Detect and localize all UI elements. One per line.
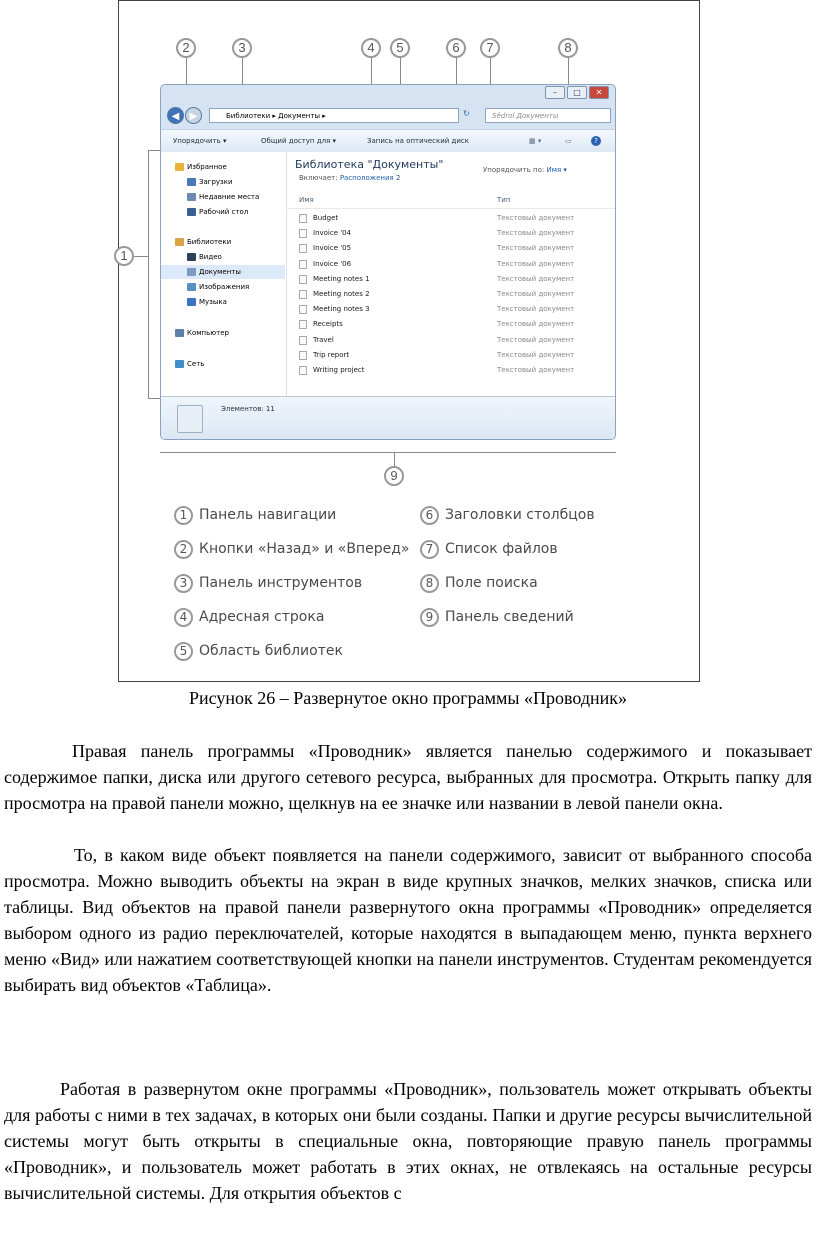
legend-number: 2 <box>174 540 193 559</box>
paragraph-3: Работая в развернутом окне программы «Проводник», пользователь может открывать объекты для работы с ними в тех задачах, в которых они были созданы. Папки и другие ресурсы вычислительной системы могут быть открыты в специальные окна, повторяющие правую панель программы «Проводник», и пользователь может работать в этих окнах, не отвлекаясь на остальные ресурсы вычислительной системы. Для открытия объектов с <box>4 1079 812 1203</box>
legend-text: Панель инструментов <box>199 575 363 591</box>
file-type: Текстовый документ <box>497 229 575 238</box>
address-row <box>165 105 613 127</box>
nav-item-label: Избранное <box>187 163 227 171</box>
file-name: Invoice '05 <box>313 244 352 253</box>
file-type: Текстовый документ <box>497 350 575 359</box>
close-button[interactable]: ✕ <box>589 86 609 99</box>
legend-number: 9 <box>420 608 439 627</box>
nav-item-label: Музыка <box>199 298 227 306</box>
nav-item[interactable] <box>161 250 285 264</box>
callout-5: 5 <box>390 38 410 58</box>
callout-2: 2 <box>176 38 196 58</box>
minimize-button[interactable]: – <box>545 86 565 99</box>
callout-line-9b <box>394 452 395 466</box>
folder-icon <box>187 208 196 216</box>
column-headers <box>287 192 615 209</box>
file-row[interactable] <box>287 287 615 302</box>
includes-label: Включает: <box>299 174 338 182</box>
nav-item[interactable] <box>161 326 285 340</box>
legend-text: Панель навигации <box>199 507 337 523</box>
legend-number: 4 <box>174 608 193 627</box>
callout-9: 9 <box>384 466 404 486</box>
legend-number: 8 <box>420 574 439 593</box>
file-name: Invoice '04 <box>313 229 352 238</box>
file-type: Текстовый документ <box>497 320 575 329</box>
nav-item-label: Загрузки <box>199 178 233 186</box>
maximize-button[interactable]: □ <box>567 86 587 99</box>
includes-link[interactable]: Расположения 2 <box>339 174 401 182</box>
column-header-name[interactable]: Имя <box>299 196 314 204</box>
legend-text: Адресная строка <box>199 609 325 625</box>
toolbar-share[interactable]: Общий доступ для ▾ <box>261 137 337 145</box>
refresh-icon[interactable]: ↻ <box>463 109 470 118</box>
column-header-type[interactable]: Тип <box>497 196 511 204</box>
folder-icon <box>187 298 196 306</box>
preview-pane-icon[interactable]: ▭ <box>565 137 572 145</box>
nav-item-label: Сеть <box>187 360 205 368</box>
legend-number: 5 <box>174 642 193 661</box>
file-type: Текстовый документ <box>497 305 575 314</box>
file-name: Meeting notes 2 <box>313 290 370 298</box>
legend-number: 6 <box>420 506 439 525</box>
file-type: Текстовый документ <box>497 259 575 268</box>
file-type: Текстовый документ <box>497 244 575 253</box>
file-row[interactable] <box>287 302 615 317</box>
content-pane <box>287 152 615 396</box>
file-row[interactable] <box>287 226 615 241</box>
callout-line-9a <box>160 452 616 453</box>
arrange-dropdown[interactable]: Имя ▾ <box>546 166 567 174</box>
text-file-icon <box>299 290 307 299</box>
nav-item[interactable] <box>161 175 285 189</box>
nav-item-label: Видео <box>199 253 222 261</box>
legend-item <box>420 538 558 560</box>
legend-number: 7 <box>420 540 439 559</box>
legend-item <box>174 504 336 526</box>
file-type: Текстовый документ <box>497 274 575 283</box>
text-file-icon <box>299 336 307 345</box>
back-button[interactable]: ◀ <box>167 107 184 124</box>
library-icon <box>177 405 203 433</box>
legend-text: Кнопки «Назад» и «Вперед» <box>199 541 410 557</box>
file-name: Meeting notes 3 <box>313 305 370 314</box>
callout-line-1a <box>134 256 148 257</box>
title-bar <box>161 85 615 101</box>
file-name: Budget <box>313 214 339 222</box>
toolbar <box>161 129 615 153</box>
nav-item[interactable] <box>161 190 285 204</box>
nav-item[interactable] <box>161 280 285 294</box>
callout-4: 4 <box>361 38 381 58</box>
nav-item[interactable] <box>161 160 285 174</box>
arrange-by <box>483 166 567 174</box>
paragraph-1: Правая панель программы «Проводник» является панелью содержимого и показывает содержимое папки, диска или другого сетевого ресурса, выбранных для просмотра. Открыть папку для просмотра на правой панели можно, щелкнув на ее значке или названии в левой панели окна. <box>4 741 812 813</box>
nav-item-label: Документы <box>199 268 241 276</box>
text-file-icon <box>299 244 307 253</box>
nav-item[interactable] <box>161 205 285 219</box>
library-title: Библиотека "Документы" <box>295 158 444 171</box>
file-row[interactable] <box>287 333 615 348</box>
library-includes <box>299 174 400 182</box>
folder-icon <box>175 163 184 171</box>
text-file-icon <box>299 229 307 238</box>
callout-3: 3 <box>232 38 252 58</box>
details-count: Элементов: 11 <box>221 405 275 413</box>
nav-item[interactable] <box>161 235 285 249</box>
text-file-icon <box>299 260 307 269</box>
nav-item-label: Изображения <box>199 283 250 291</box>
search-input[interactable]: Sêdroĭ Документы <box>485 108 611 123</box>
file-name: Invoice '06 <box>313 259 352 268</box>
legend-item <box>174 640 343 662</box>
legend-text: Поле поиска <box>445 575 538 591</box>
toolbar-burn[interactable]: Запись на оптический диск <box>367 137 469 145</box>
callout-6: 6 <box>446 38 466 58</box>
navigation-pane <box>161 152 287 396</box>
legend-item <box>420 606 574 628</box>
nav-item[interactable] <box>161 295 285 309</box>
text-file-icon <box>299 351 307 360</box>
file-row[interactable] <box>287 241 615 256</box>
nav-item[interactable] <box>161 265 285 279</box>
file-type: Текстовый документ <box>497 290 575 298</box>
callout-7: 7 <box>480 38 500 58</box>
file-row[interactable] <box>287 211 615 226</box>
folder-icon <box>187 268 196 276</box>
file-row[interactable] <box>287 272 615 287</box>
file-name: Receipts <box>313 320 343 329</box>
file-row[interactable] <box>287 317 615 332</box>
file-name: Travel <box>313 335 334 344</box>
details-pane <box>161 396 615 440</box>
address-bar[interactable]: Библиотеки ▸ Документы ▸ <box>209 108 459 123</box>
legend-item <box>420 504 595 526</box>
nav-item-label: Рабочий стол <box>199 208 249 216</box>
legend-item <box>174 606 324 628</box>
figure-caption: Рисунок 26 – Развернутое окно программы «Проводник» <box>188 688 628 708</box>
callout-line-1b <box>148 150 149 398</box>
file-row[interactable] <box>287 257 615 272</box>
legend-number: 3 <box>174 574 193 593</box>
legend-item <box>174 538 409 560</box>
legend-text: Область библиотек <box>199 643 343 659</box>
file-row[interactable] <box>287 363 615 378</box>
file-name: Trip report <box>313 350 350 359</box>
help-icon[interactable]: ? <box>591 130 601 152</box>
file-name: Meeting notes 1 <box>313 274 370 283</box>
text-file-icon <box>299 305 307 314</box>
legend-number: 1 <box>174 506 193 525</box>
file-name: Writing project <box>313 366 365 374</box>
legend-item <box>174 572 362 594</box>
nav-item[interactable] <box>161 357 285 371</box>
text-file-icon <box>299 366 307 375</box>
toolbar-organize[interactable]: Упорядочить ▾ <box>173 137 227 145</box>
text-file-icon <box>299 275 307 284</box>
legend-item <box>420 572 538 594</box>
paragraph-2: То, в каком виде объект появляется на панели содержимого, зависит от выбранного способа просмотра. Можно выводить объекты на экран в виде крупных значков, мелких значков, списка или таблицы. Вид объектов на правой панели развернутого окна программы «Проводник» определяется выбором одного из радио переключателей, которые находятся в выпадающем меню, пункта верхнего меню «Вид» или нажатием соответствующей кнопки на панели инструментов. Студентам рекомендуется выбирать вид объектов «Таблица». <box>4 845 812 995</box>
nav-item-label: Компьютер <box>187 329 229 337</box>
views-icon[interactable]: ▦ ▾ <box>529 137 542 145</box>
callout-8: 8 <box>558 38 578 58</box>
nav-item-label: Библиотеки <box>187 238 232 246</box>
file-type: Текстовый документ <box>497 335 575 344</box>
nav-item-label: Недавние места <box>199 193 260 201</box>
folder-icon <box>175 360 184 368</box>
forward-button[interactable]: ▶ <box>185 107 202 124</box>
file-row[interactable] <box>287 348 615 363</box>
legend-text: Панель сведений <box>445 609 574 625</box>
callout-1: 1 <box>114 246 134 266</box>
arrange-label: Упорядочить по: <box>483 166 545 174</box>
folder-icon <box>187 253 196 261</box>
folder-icon <box>187 178 196 186</box>
folder-icon <box>187 283 196 291</box>
callout-line-1c <box>148 150 160 151</box>
text-file-icon <box>299 214 307 223</box>
file-type: Текстовый документ <box>497 366 575 374</box>
legend-text: Заголовки столбцов <box>445 507 595 523</box>
file-type: Текстовый документ <box>497 214 575 222</box>
text-file-icon <box>299 320 307 329</box>
callout-line-1d <box>148 398 160 399</box>
folder-icon <box>175 329 184 337</box>
folder-icon <box>175 238 184 246</box>
explorer-window <box>160 84 616 440</box>
folder-icon <box>187 193 196 201</box>
legend-text: Список файлов <box>445 541 558 557</box>
